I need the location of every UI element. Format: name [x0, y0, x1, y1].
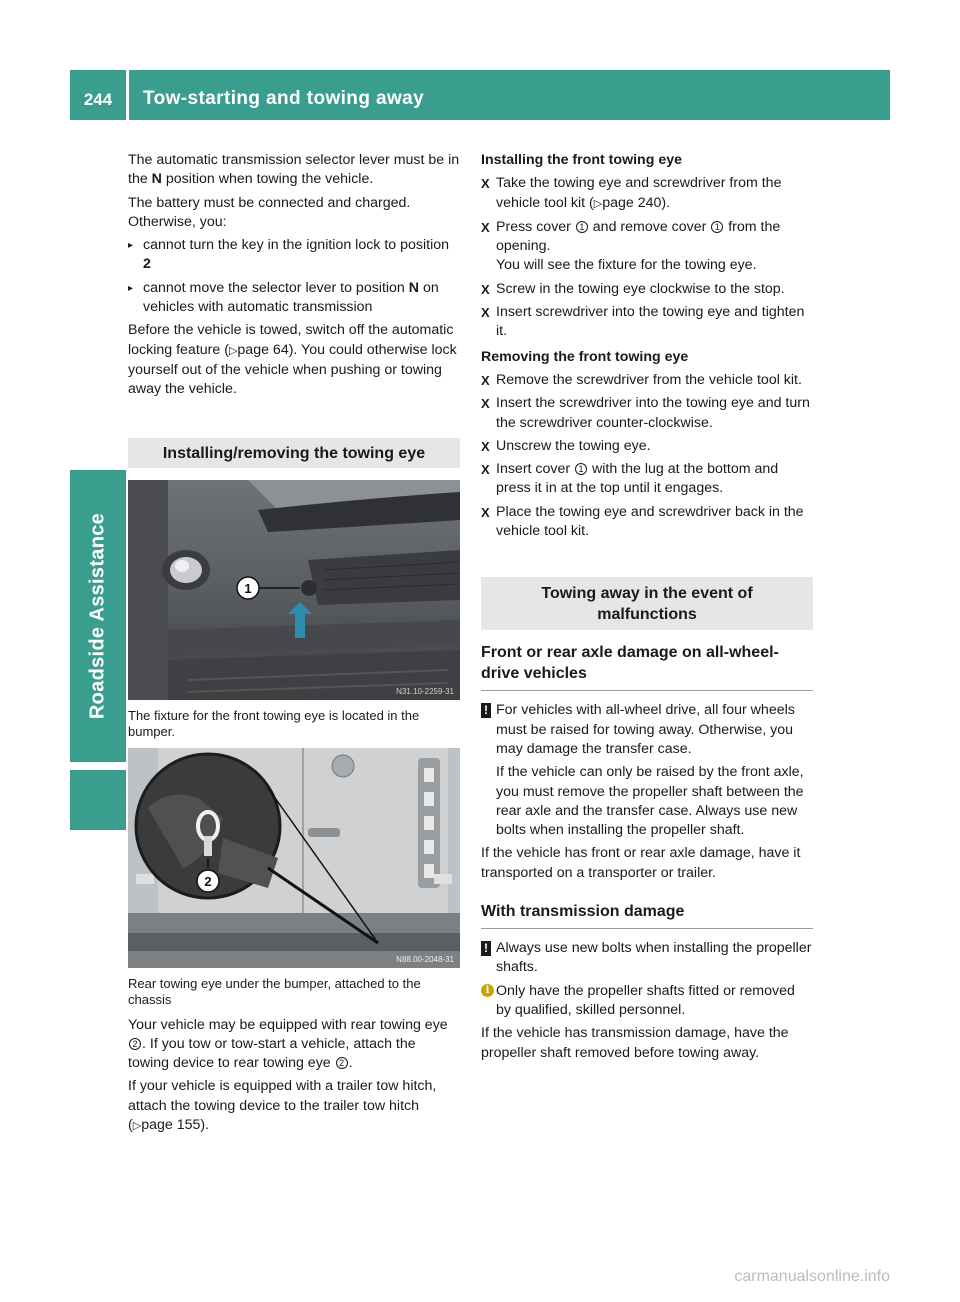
callout-1-icon: 1: [575, 463, 587, 475]
warning-icon: !: [481, 941, 491, 956]
info-icon: i: [481, 984, 494, 997]
paragraph-trailer-hitch: If your vehicle is equipped with a trailer tow hitch, attach the towing device to the trailer tow hitch (▷page 155).: [128, 1078, 437, 1134]
heading-removing: Removing the front towing eye: [481, 348, 689, 365]
page-reference-icon: ▷: [593, 197, 603, 210]
list-item: X Take the towing eye and screwdriver from the vehicle tool kit (▷page 240).: [481, 175, 782, 211]
heading-installing: Installing the front towing eye: [481, 152, 682, 168]
step-arrow-icon: X: [481, 305, 490, 321]
step-arrow-icon: X: [481, 219, 490, 235]
list-item: X Unscrew the towing eye.: [481, 437, 813, 456]
side-tab-marker: [70, 770, 126, 830]
callout-1-icon: 1: [711, 221, 723, 233]
list-item: ▸ cannot turn the key in the ignition lock to position 2: [128, 236, 460, 275]
subheading-transmission-damage: With transmission damage: [481, 901, 813, 929]
info-note: i Only have the propeller shafts fitted or removed by qualified, skilled personnel.: [481, 982, 813, 1021]
warning-icon: !: [481, 703, 491, 718]
list-item: ▸ cannot move the selector lever to position N on vehicles with automatic transmission: [128, 279, 460, 318]
step-arrow-icon: X: [481, 281, 490, 297]
page-reference-link[interactable]: page 64). You could otherwise lock yourself out of the vehicle when pushing or towing away the vehicle.: [128, 341, 457, 398]
section-heading-malfunctions: Towing away in the event of malfunctions: [481, 577, 813, 630]
step-arrow-icon: X: [481, 504, 490, 520]
page-reference-link[interactable]: page 155).: [141, 1117, 210, 1134]
list-item: X Insert screwdriver into the towing eye and tighten it.: [481, 304, 805, 340]
page-number: 244: [70, 70, 126, 120]
paragraph-rear-eye: Your vehicle may be equipped with rear towing eye 2 . If you tow or tow-start a vehicle, attach the towing device to rear towing eye 2 .: [128, 1016, 448, 1072]
page-header: [70, 70, 890, 120]
caption-front-towing-eye: The fixture for the front towing eye is located in the bumper.: [128, 707, 420, 739]
list-item: X Insert cover 1 with the lug at the bottom and press it in at the top until it engages.: [481, 461, 779, 497]
paragraph-selector-lever: The automatic transmission selector lever must be in the N position when towing the vehicle.: [128, 152, 460, 188]
warning-note: ! Always use new bolts when installing the propeller shafts.: [481, 939, 813, 978]
step-arrow-icon: X: [481, 462, 490, 478]
list-item: X Insert the screwdriver into the towing eye and turn the screwdriver counter-clockwise.: [481, 395, 810, 431]
warning-note: ! For vehicles with all-wheel drive, all four wheels must be raised for towing away. Otherwise, you may damage the transfer case. If the vehicle can only be raised by the front axle, you must remove the propeller shaft between the rear axle and the transfer case. Always use new bolts when installing the propeller shaft.: [481, 701, 813, 840]
front-bumper-image: [128, 480, 460, 700]
right-column: [481, 151, 813, 1067]
list-item: X Press cover 1 and remove cover 1 from the opening. You will see the fixture for the towing eye.: [481, 218, 781, 274]
chapter-title: Tow-starting and towing away: [129, 70, 890, 120]
paragraph-axle-damage: If the vehicle has front or rear axle damage, have it transported on a transporter or trailer.: [481, 845, 801, 881]
step-arrow-icon: X: [481, 372, 490, 388]
subheading-axle-damage: Front or rear axle damage on all-wheel-drive vehicles: [481, 642, 813, 691]
svg-text:1: 1: [244, 580, 252, 596]
image-code: N31.10-2259-31: [396, 686, 454, 696]
callout-2-icon: 2: [336, 1057, 348, 1069]
step-arrow-icon: X: [481, 176, 490, 192]
side-tab-label: Roadside Assistance: [86, 512, 109, 720]
left-column: [128, 151, 460, 1140]
page-reference-icon: ▷: [132, 1120, 142, 1133]
paragraph-battery: The battery must be connected and charged. Otherwise, you:: [128, 194, 411, 230]
step-arrow-icon: X: [481, 396, 490, 412]
image-code: N88.00-2048-31: [396, 954, 454, 964]
step-arrow-icon: X: [481, 438, 490, 454]
page-reference-icon: ▷: [228, 344, 238, 357]
watermark: carmanualsonline.info: [734, 1268, 890, 1285]
section-heading-towing-eye: Installing/removing the towing eye: [128, 438, 460, 468]
rear-towing-eye-image: [128, 748, 460, 968]
callout-1-icon: 1: [576, 221, 588, 233]
callout-2-icon: 2: [129, 1038, 141, 1050]
page-reference-link[interactable]: page 240).: [602, 194, 671, 211]
paragraph-transmission-damage: If the vehicle has transmission damage, have the propeller shaft removed before towing away.: [481, 1025, 789, 1061]
caption-rear-towing-eye: Rear towing eye under the bumper, attached to the chassis: [128, 975, 421, 1007]
list-item: X Screw in the towing eye clockwise to the stop.: [481, 280, 813, 299]
list-item: X Place the towing eye and screwdriver back in the vehicle tool kit.: [481, 503, 804, 540]
svg-text:2: 2: [204, 873, 212, 889]
paragraph-locking: Before the vehicle is towed, switch off the automatic locking feature (▷page 64). You could otherwise lock yourself out of the vehicle when pushing or towing away the vehicle.: [128, 322, 457, 398]
list-item: X Remove the screwdriver from the vehicle tool kit.: [481, 371, 813, 390]
chapter-side-tab: [70, 470, 126, 762]
